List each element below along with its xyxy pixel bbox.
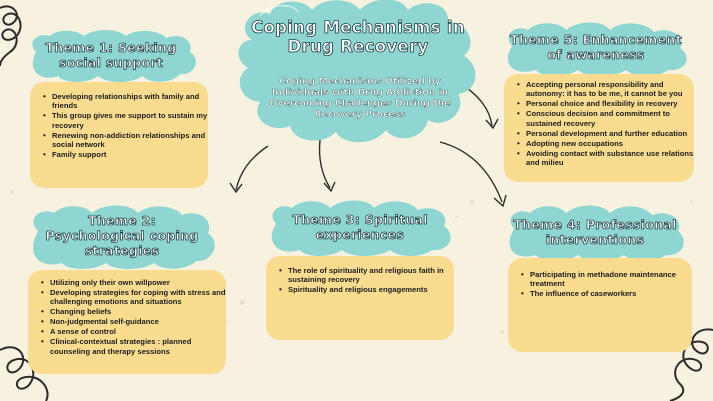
theme-2-title-line-3: strategies xyxy=(84,243,160,258)
theme-2-title-line-2: Psychological coping xyxy=(45,228,199,243)
theme-4-title-line-1: Theme 4: Professional xyxy=(513,217,677,232)
theme-4-title-line-2: interventions xyxy=(545,232,645,247)
theme-1-title-line-1: Theme 1: Seeking xyxy=(45,40,177,55)
list-item: • Avoiding contact with substance use relations and milieu xyxy=(526,149,702,168)
theme-4-header-cloud xyxy=(500,205,690,261)
central-subtitle: Coping Mechanisms Utilized by Individuals with Drug Addiction in Overcoming Challenges During the Recovery Process xyxy=(269,76,451,120)
theme-1-title xyxy=(22,40,200,70)
list-item: • This group gives me support to sustain my recovery xyxy=(52,111,212,130)
theme-2-content-box xyxy=(28,270,226,374)
list-item: • Developing relationships with family and friends xyxy=(52,92,212,111)
theme-3-content-box xyxy=(266,256,454,340)
list-item: • Developing strategies for coping with stress and challenging emotions and situations xyxy=(50,288,232,307)
theme-4-content-box xyxy=(508,258,692,352)
theme-5-title-line-2: of awareness xyxy=(547,47,645,62)
theme-5-content-box xyxy=(504,74,694,182)
list-item: • Non-judgmental self-guidance xyxy=(50,317,232,326)
theme-5-title-line-1: Theme 5: Enhancement xyxy=(510,32,682,47)
list-item: • Personal development and further education xyxy=(526,129,702,138)
theme-5-header-cloud xyxy=(498,22,694,76)
list-item: • Personal choice and flexibility in recovery xyxy=(526,99,702,108)
list-item: • Clinical-contextual strategies : planned counseling and therapy sessions xyxy=(50,337,232,356)
theme-1-header-cloud xyxy=(22,30,200,82)
theme-2-header-cloud xyxy=(22,205,222,271)
list-item: • Family support xyxy=(52,150,212,159)
theme-3-title-line-1: Theme 3: Spiritual xyxy=(292,212,428,227)
theme-3-list xyxy=(276,266,460,295)
list-item: • Accepting personal responsibility and autonomy: it has to be me, it cannot be you xyxy=(526,80,702,99)
theme-2-title xyxy=(22,213,222,258)
list-item: • Adopting new occupations xyxy=(526,139,702,148)
central-title xyxy=(232,18,484,56)
list-item: • Changing beliefs xyxy=(50,307,232,316)
theme-3-title-line-2: experiences xyxy=(315,227,405,242)
theme-1-list xyxy=(40,92,212,160)
theme-5-title xyxy=(498,32,694,62)
list-item: • A sense of control xyxy=(50,327,232,336)
theme-1-content-box xyxy=(30,82,208,188)
theme-5-list xyxy=(514,80,702,168)
list-item: • Renewing non-addiction relationships and social network xyxy=(52,131,212,150)
theme-3-header-cloud xyxy=(262,200,458,256)
list-item: • The influence of caseworkers xyxy=(530,289,698,298)
list-item: • Conscious decision and commitment to sustained recovery xyxy=(526,109,702,128)
theme-4-title xyxy=(500,217,690,247)
theme-3-title xyxy=(262,212,458,242)
central-title-line-2: Drug Recovery xyxy=(287,37,429,56)
list-item: • Spirituality and religious engagements xyxy=(288,285,460,294)
theme-1-title-line-2: social support xyxy=(59,55,163,70)
list-item: • Participating in methadone maintenance treatment xyxy=(530,270,698,289)
list-item: • The role of spirituality and religious faith in sustaining recovery xyxy=(288,266,460,285)
theme-4-list xyxy=(518,270,698,299)
central-title-line-1: Coping Mechanisms in xyxy=(251,18,465,37)
list-item: • Utilizing only their own willpower xyxy=(50,278,232,287)
theme-2-title-line-1: Theme 2: xyxy=(88,213,156,228)
theme-2-list xyxy=(38,278,232,357)
central-topic-cloud xyxy=(232,0,484,145)
